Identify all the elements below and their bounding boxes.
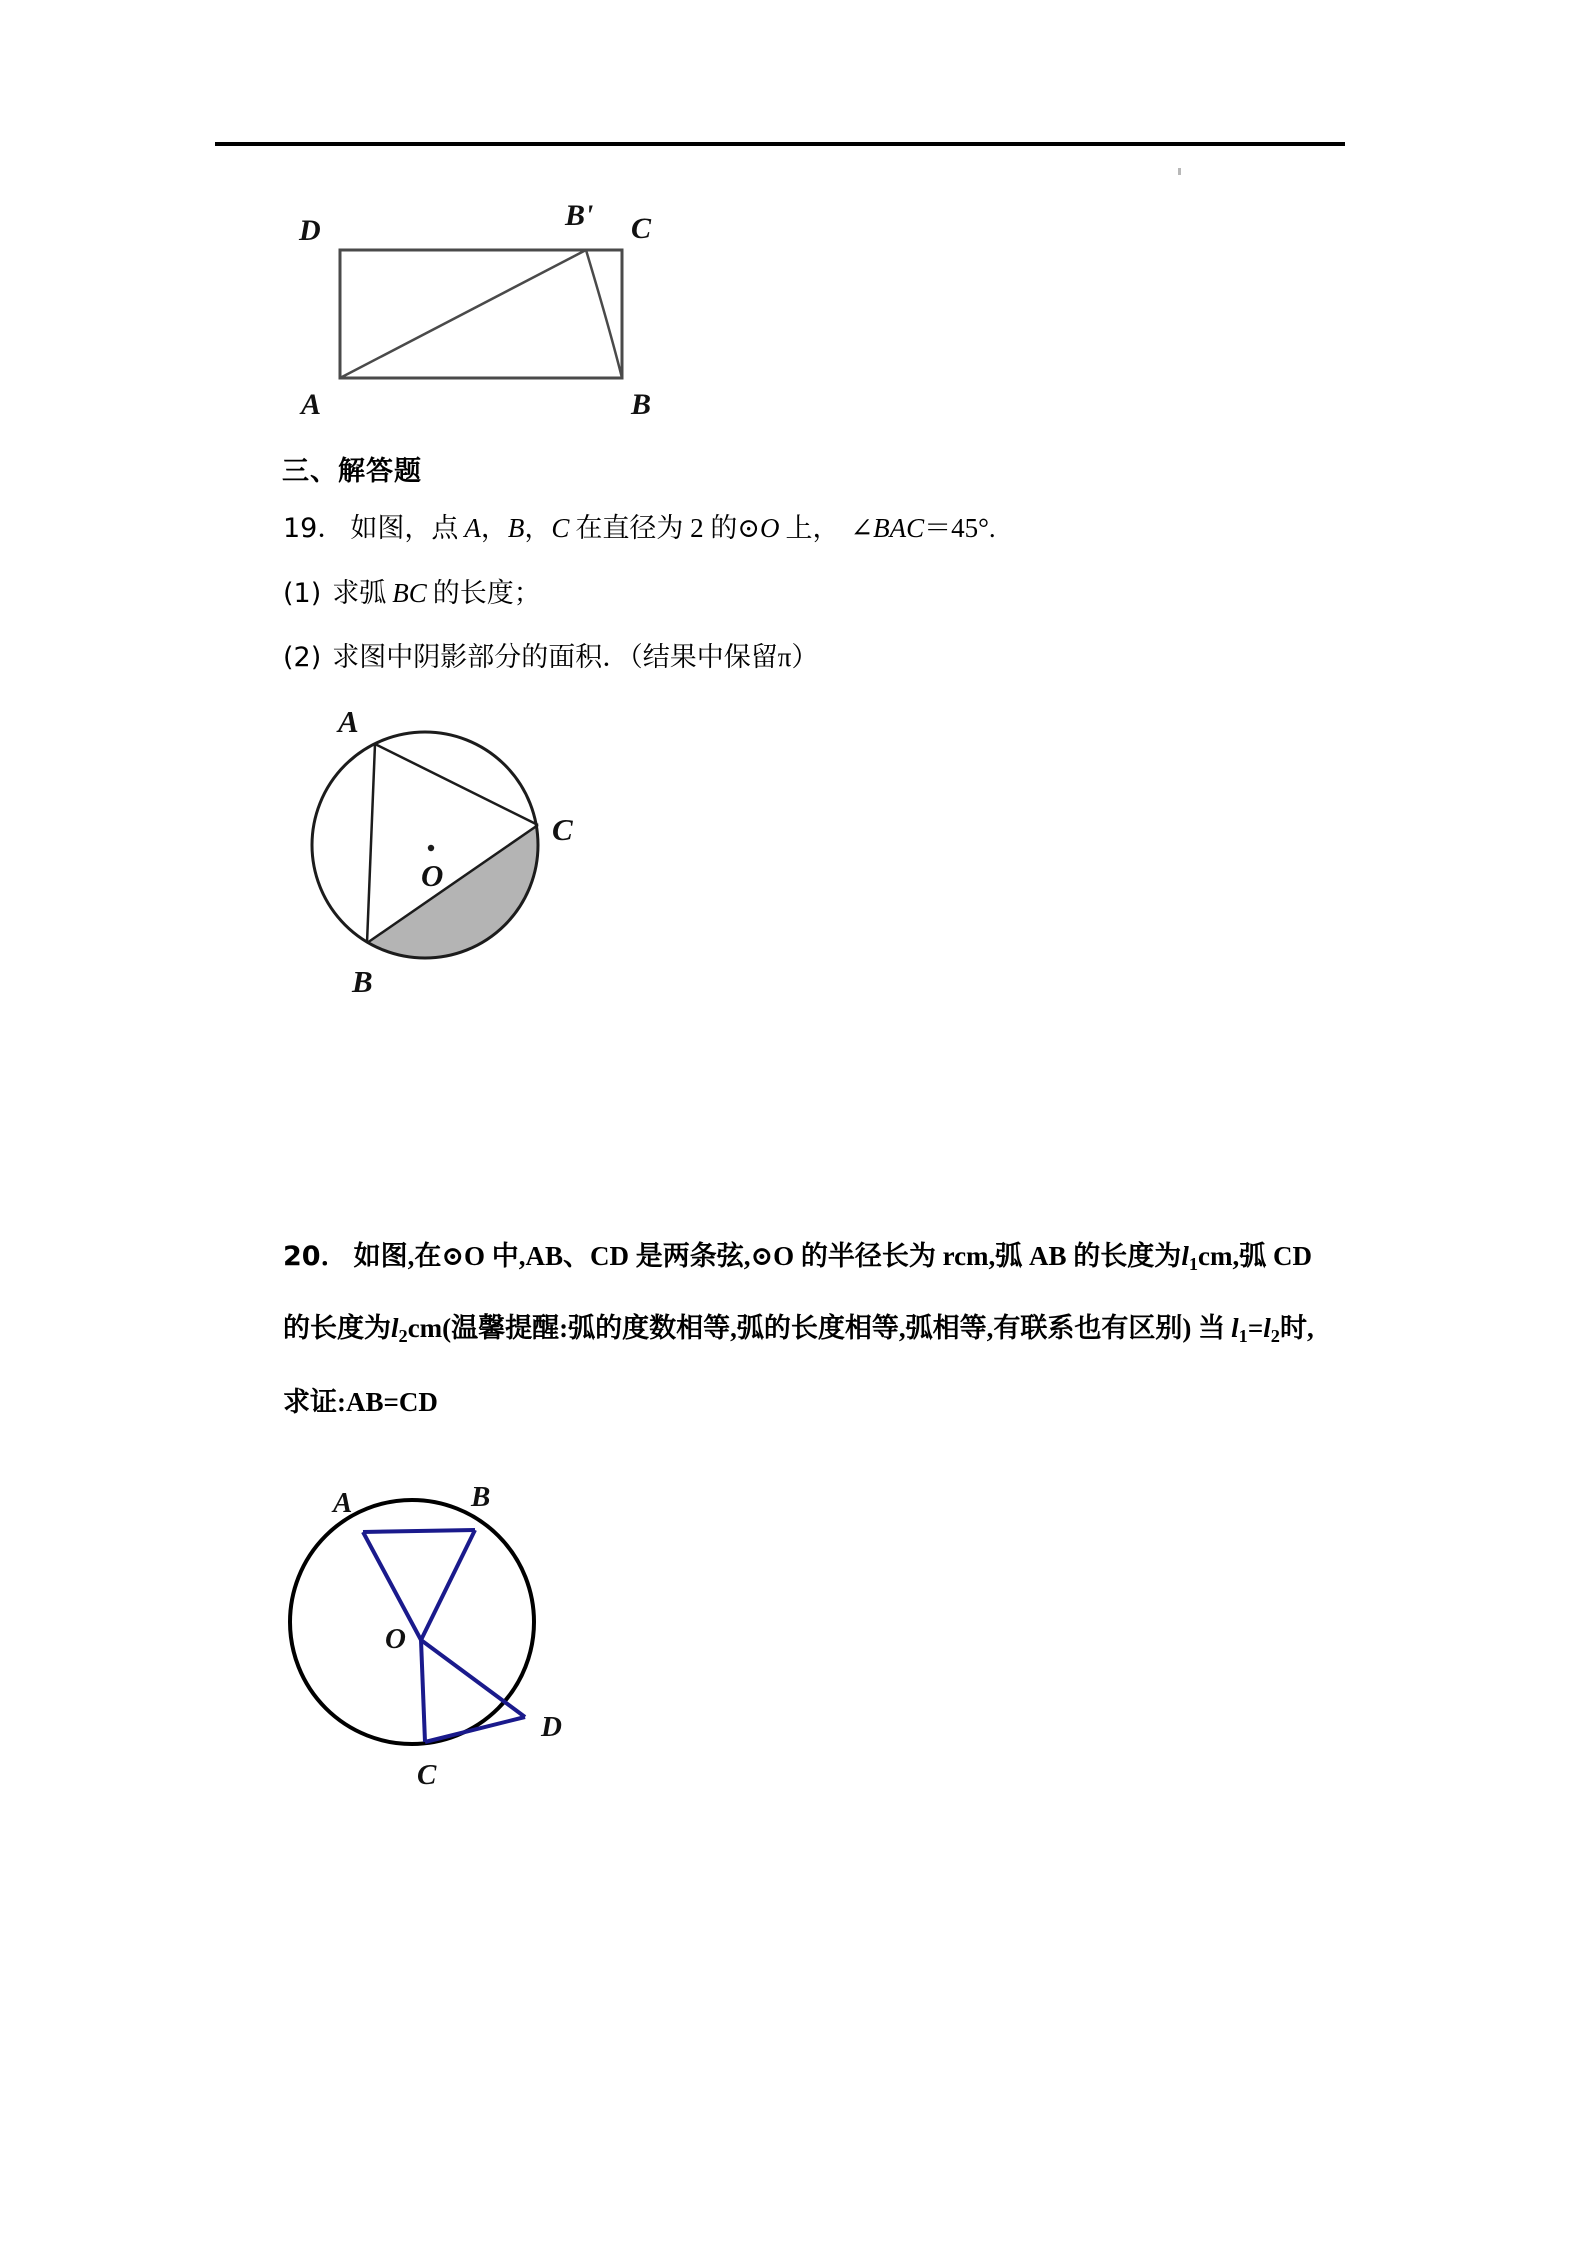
q20-l1-text-a: 如图,在⊙O 中,AB、CD 是两条弦,⊙O 的半径长为 rcm,弧 AB 的长度为 <box>353 1241 1182 1271</box>
q19-sub1-marker: (1) <box>283 578 322 609</box>
label-a: A <box>301 388 322 421</box>
label-a: A <box>338 704 359 739</box>
q19-sub1-variable: BC <box>392 578 427 608</box>
segment-a-bprime <box>340 250 586 378</box>
q20-l1-sub: 1 <box>1188 1254 1199 1275</box>
question-20-number: 20． <box>283 1241 348 1272</box>
q19-angle-name: BAC <box>873 513 925 543</box>
q20-l1-text-b: cm,弧 CD <box>1198 1241 1312 1271</box>
q20-l2-var3: l <box>1263 1313 1271 1343</box>
q20-l2-text-b: cm(温馨提醒:弧的度数相等,弧的长度相等,弧相等,有联系也有区别) 当 <box>407 1313 1226 1343</box>
chord-cd <box>425 1717 525 1742</box>
question-19-number: 19． <box>283 513 345 544</box>
q19-var-b: B <box>507 513 525 543</box>
q19-sub2-variable: π <box>777 642 792 672</box>
chord-ab <box>363 1530 475 1532</box>
q19-stem-part-1: 如图，点 <box>350 513 459 543</box>
rectangle-fold-figure <box>265 190 685 420</box>
label-b: B <box>352 964 373 999</box>
q19-stem-part-3: 上， <box>785 513 840 543</box>
q19-sep-1: ， <box>480 513 508 543</box>
q19-var-a: A <box>464 513 481 543</box>
q20-l2-var2: l <box>1231 1313 1239 1343</box>
label-d: D <box>541 1711 562 1743</box>
q19-sub2-text-after: ） <box>791 642 819 672</box>
section-heading: 三、解答题 <box>282 456 422 487</box>
q19-sub1-text-before: 求弧 <box>332 578 387 608</box>
radius-od <box>421 1640 525 1717</box>
label-d: D <box>299 214 321 247</box>
chord-ac <box>375 744 538 825</box>
question-19-sub-2 <box>283 644 818 671</box>
q20-l2-sub2: 1 <box>1238 1326 1248 1347</box>
label-c: C <box>552 812 573 847</box>
label-b: B <box>471 1481 491 1513</box>
label-c: C <box>417 1759 437 1791</box>
question-19-sub-1 <box>283 580 541 607</box>
q20-l2-var: l <box>391 1313 399 1343</box>
radius-oc <box>421 1640 425 1742</box>
fold-arc <box>586 250 622 378</box>
q20-l2-text-a: 的长度为 <box>283 1313 391 1343</box>
q19-sub1-text-after: 的长度； <box>432 578 541 608</box>
header-speck <box>1178 168 1181 175</box>
q19-sub2-text-before: 求图中阴影部分的面积．（结果中保留 <box>332 642 778 672</box>
q19-var-c: C <box>551 513 570 543</box>
question-20-line-2 <box>283 1315 1314 1346</box>
question-19-stem <box>283 515 996 542</box>
chord-ab <box>367 744 375 943</box>
q19-stem-part-2: 在直径为 2 的⊙ <box>575 513 760 543</box>
q20-l2-equals: = <box>1247 1313 1264 1343</box>
q19-sep-2: ， <box>524 513 552 543</box>
inscribed-triangle-figure <box>290 680 660 1030</box>
label-b-prime: B' <box>565 199 594 232</box>
center-dot <box>428 845 434 851</box>
shaded-segment <box>367 825 540 960</box>
label-a: A <box>333 1487 353 1519</box>
q19-sub2-marker: (2) <box>283 642 322 673</box>
q19-angle-value: ＝45°. <box>924 513 996 543</box>
q20-l2-text-c: 时, <box>1279 1313 1314 1343</box>
question-20-line-3: 求证:AB=CD <box>283 1387 438 1417</box>
q19-angle-symbol: ∠ <box>850 513 874 543</box>
label-c: C <box>631 212 652 245</box>
label-b: B <box>631 388 652 421</box>
header-divider <box>215 142 1345 146</box>
q20-l1-var: l <box>1181 1241 1189 1271</box>
q19-var-o: O <box>760 513 780 543</box>
rectangle-outline <box>340 250 622 378</box>
question-20-line-1 <box>283 1243 1312 1274</box>
two-chords-figure <box>285 1440 645 1810</box>
label-o: O <box>421 858 444 893</box>
q20-l2-sub3: 2 <box>1270 1326 1280 1347</box>
radius-ob <box>421 1530 475 1640</box>
label-o: O <box>385 1623 406 1655</box>
q20-l2-sub: 2 <box>398 1326 408 1347</box>
